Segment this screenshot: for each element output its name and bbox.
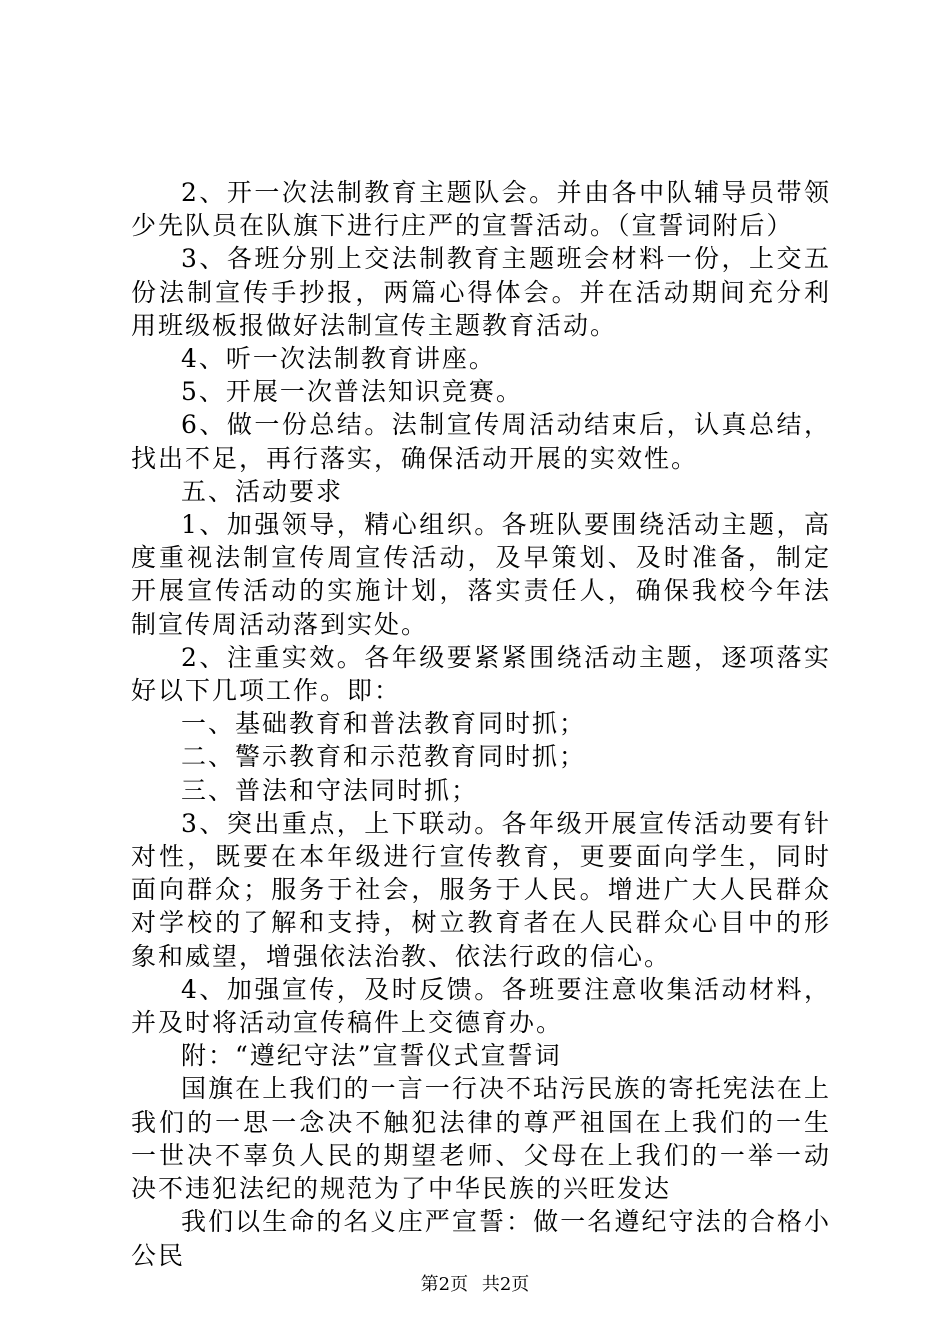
page-number: 第2页 (420, 1274, 469, 1295)
paragraph-item-6: 6、做一份总结。法制宣传周活动结束后，认真总结，找出不足，再行落实，确保活动开展的实效性。 (131, 410, 831, 473)
paragraph-item-4: 4、听一次法制教育讲座。 (181, 344, 496, 374)
sub-item-3: 三、普法和守法同时抓； (181, 775, 479, 805)
paragraph-item-5: 5、开展一次普法知识竞赛。 (181, 377, 523, 407)
sub-item-1: 一、基础教育和普法教育同时抓； (181, 709, 587, 739)
page-total: 共2页 (481, 1274, 530, 1295)
oath-text: 国旗在上我们的一言一行决不玷污民族的寄托宪法在上我们的一思一念决不触犯法律的尊严祖国在上我们的一生一世决不辜负人民的期望老师、父母在上我们的一举一动决不违犯法纪的规范为了中华民族的兴旺发达 (131, 1074, 831, 1204)
requirement-1: 1、加强领导，精心组织。各班队要围绕活动主题，高度重视法制宣传周宣传活动，及早策划、及时准备，制定开展宣传活动的实施计划，落实责任人，确保我校今年法制宣传周活动落到实处。 (131, 510, 831, 639)
section-heading-requirements: 五、活动要求 (181, 476, 344, 506)
requirement-2: 2、注重实效。各年级要紧紧围绕活动主题，逐项落实好以下几项工作。即： (131, 642, 831, 706)
paragraph-item-3: 3、各班分别上交法制教育主题班会材料一份，上交五份法制宣传手抄报，两篇心得体会。并在活动期间充分利用班级板报做好法制宣传主题教育活动。 (131, 244, 831, 340)
requirement-3: 3、突出重点，上下联动。各年级开展宣传活动要有针对性，既要在本年级进行宣传教育，更要面向学生，同时面向群众；服务于社会，服务于人民。增进广大人民群众对学校的了解和支持，树立教育者在人民群众心目中的形象和威望，增强依法治教、依法行政的信心。 (131, 808, 831, 971)
document-body (131, 176, 831, 1272)
paragraph-item-2: 2、开一次法制教育主题队会。并由各中队辅导员带领少先队员在队旗下进行庄严的宣誓活动。（宣誓词附后） (131, 178, 831, 241)
requirement-4: 4、加强宣传，及时反馈。各班要注意收集活动材料，并及时将活动宣传稿件上交德育办。 (131, 974, 831, 1038)
oath-closing: 我们以生命的名义庄严宣誓：做一名遵纪守法的合格小公民 (131, 1207, 831, 1270)
sub-item-2: 二、警示教育和示范教育同时抓； (181, 742, 587, 772)
appendix-title: 附：“遵纪守法”宣誓仪式宣誓词 (181, 1041, 562, 1071)
page-footer (0, 1273, 950, 1297)
